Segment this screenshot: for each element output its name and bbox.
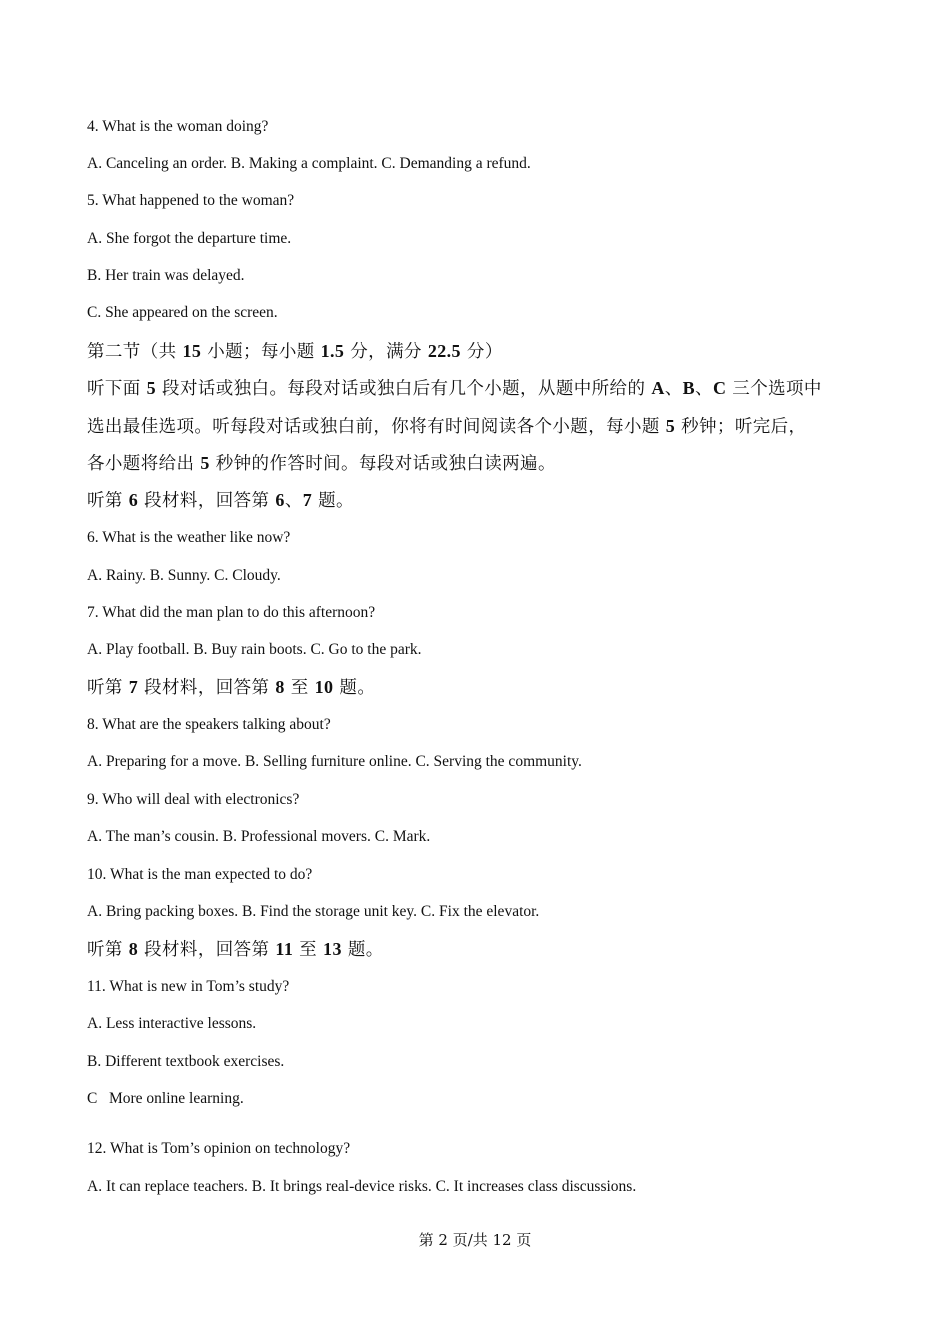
question-6-options: A. Rainy. B. Sunny. C. Cloudy. bbox=[87, 567, 281, 584]
question-11-option-b: B. Different textbook exercises. bbox=[87, 1053, 285, 1070]
question-4-options: A. Canceling an order. B. Making a complaint. C. Demanding a refund. bbox=[87, 155, 531, 172]
instructions-line-2: 选出最佳选项。听每段对话或独白前，你将有时间阅读各个小题，每小题 5 秒钟；听完后， bbox=[87, 416, 807, 437]
material-7-heading: 听第 7 段材料，回答第 8 至 10 题。 bbox=[87, 677, 376, 698]
question-5: 5. What happened to the woman? bbox=[87, 192, 295, 209]
question-7-options: A. Play football. B. Buy rain boots. C. Go to the park. bbox=[87, 641, 422, 658]
question-8: 8. What are the speakers talking about? bbox=[87, 716, 331, 733]
question-10-options: A. Bring packing boxes. B. Find the storage unit key. C. Fix the elevator. bbox=[87, 903, 540, 920]
question-11: 11. What is new in Tom’s study? bbox=[87, 978, 290, 995]
instructions-line-3: 各小题将给出 5 秒钟的作答时间。每段对话或独白读两遍。 bbox=[87, 453, 556, 474]
material-8-heading: 听第 8 段材料，回答第 11 至 13 题。 bbox=[87, 939, 384, 960]
question-12-options: A. It can replace teachers. B. It brings real-device risks. C. It increases class discussions. bbox=[87, 1178, 637, 1195]
question-5-option-a: A. She forgot the departure time. bbox=[87, 230, 292, 247]
question-7: 7. What did the man plan to do this afternoon? bbox=[87, 604, 376, 621]
instructions-line-1: 听下面 5 段对话或独白。每段对话或独白后有几个小题，从题中所给的 A、B、C 三个选项中 bbox=[87, 378, 822, 399]
page-footer: 第 2 页/共 12 页 bbox=[418, 1231, 532, 1249]
question-9-options: A. The man’s cousin. B. Professional movers. C. Mark. bbox=[87, 828, 431, 845]
question-5-option-b: B. Her train was delayed. bbox=[87, 267, 245, 284]
question-4: 4. What is the woman doing? bbox=[87, 118, 269, 135]
question-12: 12. What is Tom’s opinion on technology? bbox=[87, 1140, 351, 1157]
question-8-options: A. Preparing for a move. B. Selling furniture online. C. Serving the community. bbox=[87, 753, 582, 770]
question-11-option-c: C More online learning. bbox=[87, 1090, 244, 1107]
question-9: 9. Who will deal with electronics? bbox=[87, 791, 300, 808]
question-5-option-c: C. She appeared on the screen. bbox=[87, 304, 278, 321]
section-2-heading: 第二节（共 15 小题；每小题 1.5 分，满分 22.5 分） bbox=[87, 341, 503, 362]
question-10: 10. What is the man expected to do? bbox=[87, 866, 313, 883]
material-6-heading: 听第 6 段材料，回答第 6、7 题。 bbox=[87, 490, 354, 511]
question-6: 6. What is the weather like now? bbox=[87, 529, 291, 546]
question-11-option-a: A. Less interactive lessons. bbox=[87, 1015, 257, 1032]
